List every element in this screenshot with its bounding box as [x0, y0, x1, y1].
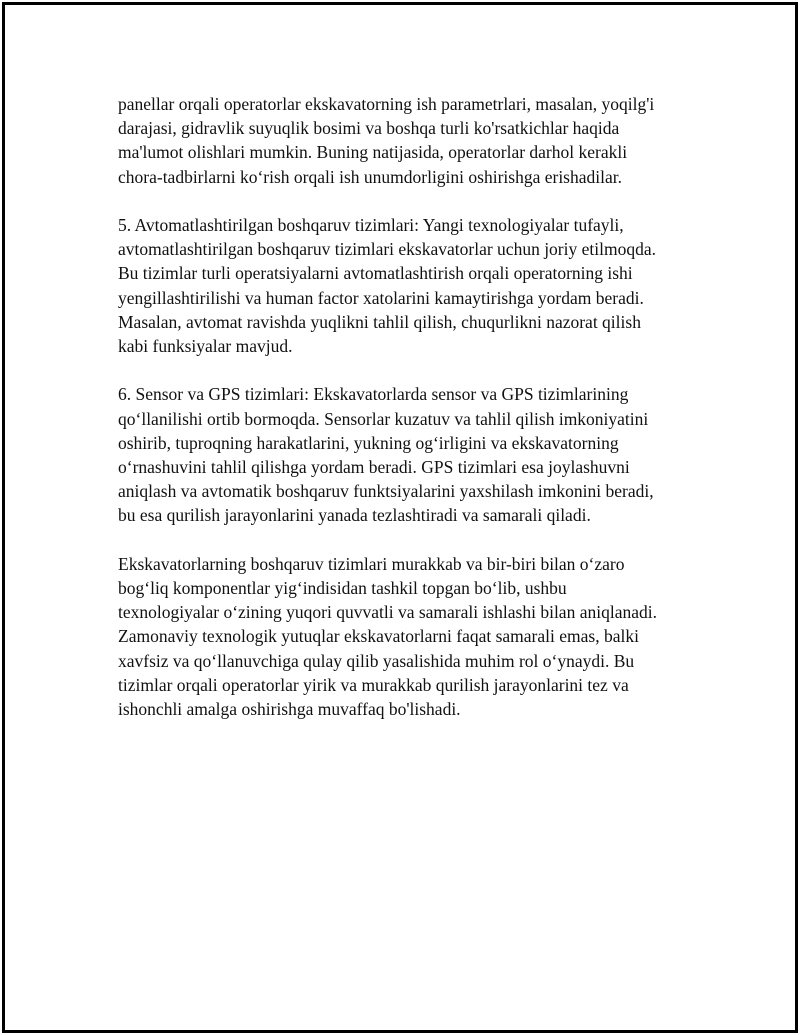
text-line: oshirib, tuproqning harakatlarini, yukning og‘irligini va ekskavatorning [118, 432, 619, 453]
text-line: tizimlar orqali operatorlar yirik va murakkab qurilish jarayonlarini tez va [118, 674, 629, 695]
text-line: ishonchli amalga oshirishga muvaffaq bo'lishadi. [118, 699, 461, 720]
text-line: chora-tadbirlarni ko‘rish orqali ish unumdorligini oshirishga erishadilar. [118, 166, 622, 187]
text-line: bog‘liq komponentlar yig‘indisidan tashkil topgan bo‘lib, ushbu [118, 578, 567, 599]
text-line: qo‘llanilishi ortib bormoqda. Sensorlar kuzatuv va tahlil qilish imkoniyatini [118, 408, 649, 429]
text-line: darajasi, gidravlik suyuqlik bosimi va boshqa turli ko'rsatkichlar haqida [118, 118, 620, 139]
text-line: kabi funksiyalar mavjud. [118, 336, 293, 357]
text-line: bu esa qurilish jarayonlarini yanada tezlashtiradi va samarali qiladi. [118, 505, 591, 526]
text-line: panellar orqali operatorlar ekskavatorning ish parametrlari, masalan, yoqilg'i [118, 94, 655, 114]
document-body [118, 92, 698, 745]
text-line: Masalan, avtomat ravishda yuqlikni tahlil qilish, chuqurlikni nazorat qilish [118, 311, 641, 332]
text-line: texnologiyalar o‘zining yuqori quvvatli va samarali ishlashi bilan aniqlanadi. [118, 602, 657, 623]
text-line: Ekskavatorlarning boshqaruv tizimlari murakkab va bir-biri bilan o‘zaro [118, 553, 625, 574]
text-line: Zamonaviy texnologik yutuqlar ekskavatorlarni faqat samarali emas, balki [118, 626, 639, 647]
text-line: 5. Avtomatlashtirilgan boshqaruv tizimlari: Yangi texnologiyalar tufayli, [118, 215, 624, 235]
text-line: Bu tizimlar turli operatsiyalarni avtomatlashtirish orqali operatorning ishi [118, 263, 633, 284]
paragraph-automation [118, 213, 698, 358]
text-line: avtomatlashtirilgan boshqaruv tizimlari ekskavatorlar uchun joriy etilmoqda. [118, 239, 656, 260]
text-line: 6. Sensor va GPS tizimlari: Ekskavatorlarda sensor va GPS tizimlarining [118, 384, 629, 405]
paragraph-intro [118, 92, 698, 189]
text-line: ma'lumot olishlari mumkin. Buning natijasida, operatorlar darhol kerakli [118, 142, 628, 163]
text-line: o‘rnashuvini tahlil qilishga yordam beradi. GPS tizimlari esa joylashuvni [118, 457, 630, 478]
text-line: xavfsiz va qo‘llanuvchiga qulay qilib yasalishida muhim rol o‘ynaydi. Bu [118, 650, 635, 671]
text-line: yengillashtirilishi va human factor xatolarini kamaytirishga yordam beradi. [118, 287, 644, 308]
text-line: aniqlash va avtomatik boshqaruv funktsiyalarini yaxshilash imkonini beradi, [118, 481, 654, 502]
paragraph-conclusion [118, 552, 698, 721]
paragraph-sensor-gps [118, 382, 698, 527]
